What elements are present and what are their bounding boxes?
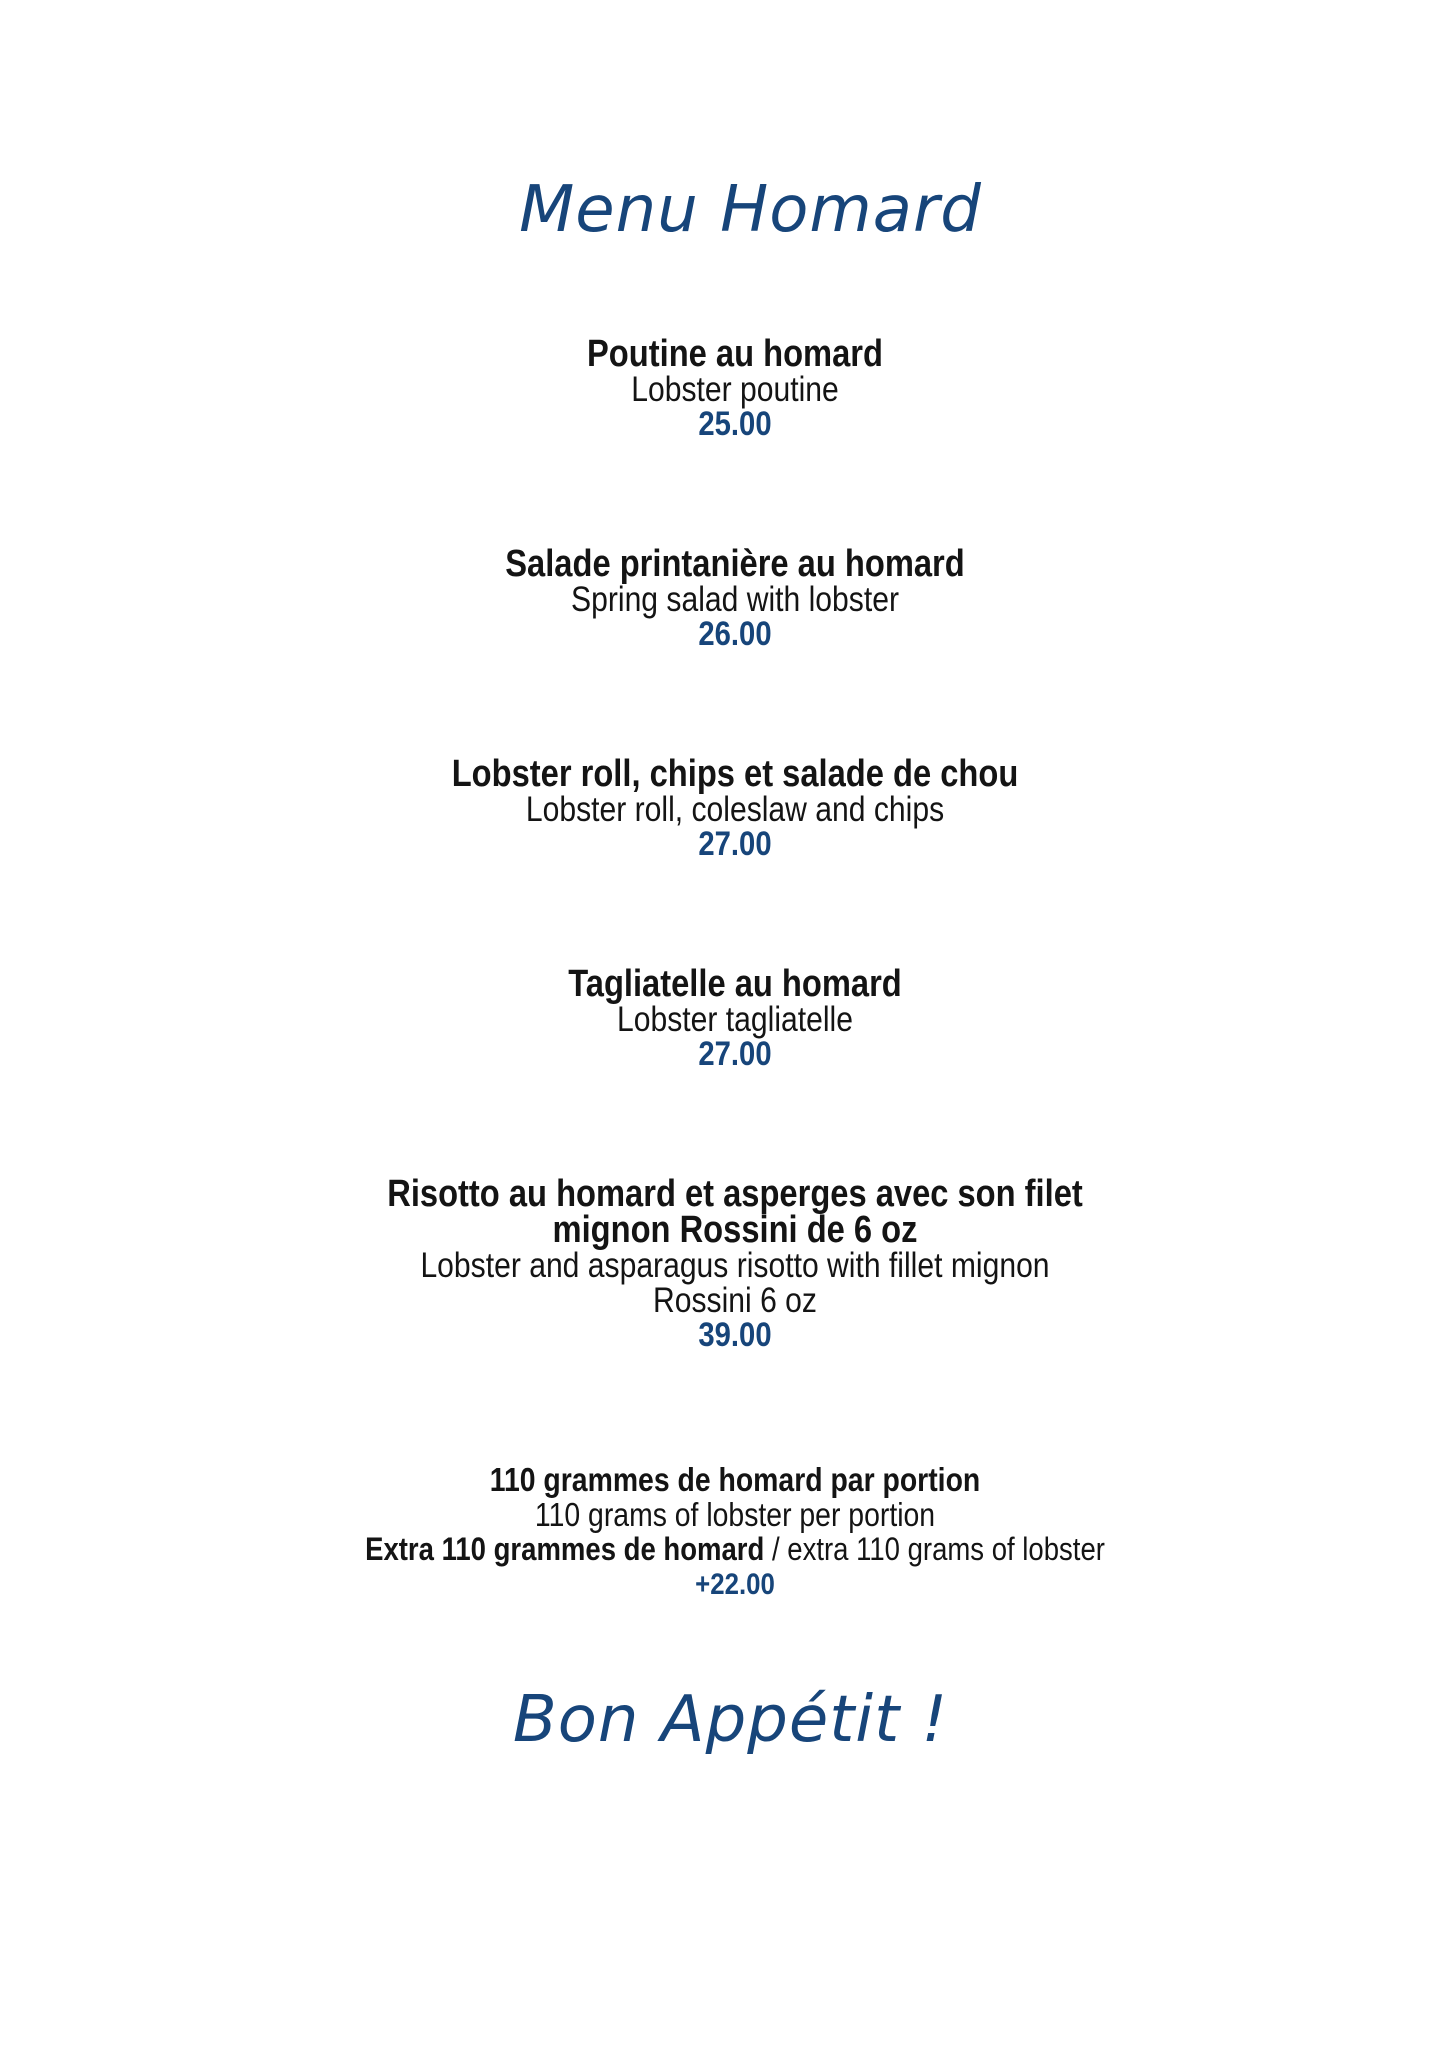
item-price: 26.00 (698, 615, 772, 653)
portion-extra-separator: / (764, 1531, 788, 1567)
portion-extra-bold: Extra 110 grammes de homard (365, 1531, 765, 1567)
item-description-line-1: Lobster and asparagus risotto with fillet mignon (420, 1246, 1050, 1285)
menu-title: Menu Homard (519, 173, 982, 247)
item-name-line-1: Risotto au homard et asperges avec son filet (387, 1173, 1083, 1215)
menu-item (200, 1173, 1270, 1354)
item-name-line-2: mignon Rossini de 6 oz (552, 1209, 918, 1251)
item-price: 27.00 (698, 1035, 772, 1073)
portion-extra (275, 1532, 1195, 1567)
item-description: Lobster tagliatelle (617, 1000, 853, 1039)
item-name: Tagliatelle au homard (568, 963, 902, 1005)
item-price: 25.00 (698, 405, 772, 443)
item-price: 39.00 (698, 1316, 772, 1354)
portion-extra-rest: extra 110 grams of lobster (787, 1531, 1105, 1567)
item-description: Lobster roll, coleslaw and chips (525, 790, 945, 829)
portion-extra-price: +22.00 (695, 1568, 775, 1601)
item-description-line-2: Rossini 6 oz (653, 1281, 817, 1320)
portion-heading: 110 grammes de homard par portion (489, 1461, 981, 1498)
item-description: Lobster poutine (631, 370, 839, 409)
item-name: Salade printanière au homard (505, 543, 965, 585)
item-name: Poutine au homard (587, 333, 883, 375)
portion-description: 110 grams of lobster per portion (534, 1496, 936, 1533)
item-price: 27.00 (698, 825, 772, 863)
menu-item (200, 963, 1270, 1073)
menu-item (200, 543, 1270, 653)
item-name: Lobster roll, chips et salade de chou (451, 753, 1019, 795)
menu-item (200, 333, 1270, 443)
item-description: Spring salad with lobster (571, 580, 899, 619)
portion-info (200, 1462, 1270, 1602)
closing-message: Bon Appétit ! (512, 1683, 949, 1757)
menu-item (200, 753, 1270, 863)
